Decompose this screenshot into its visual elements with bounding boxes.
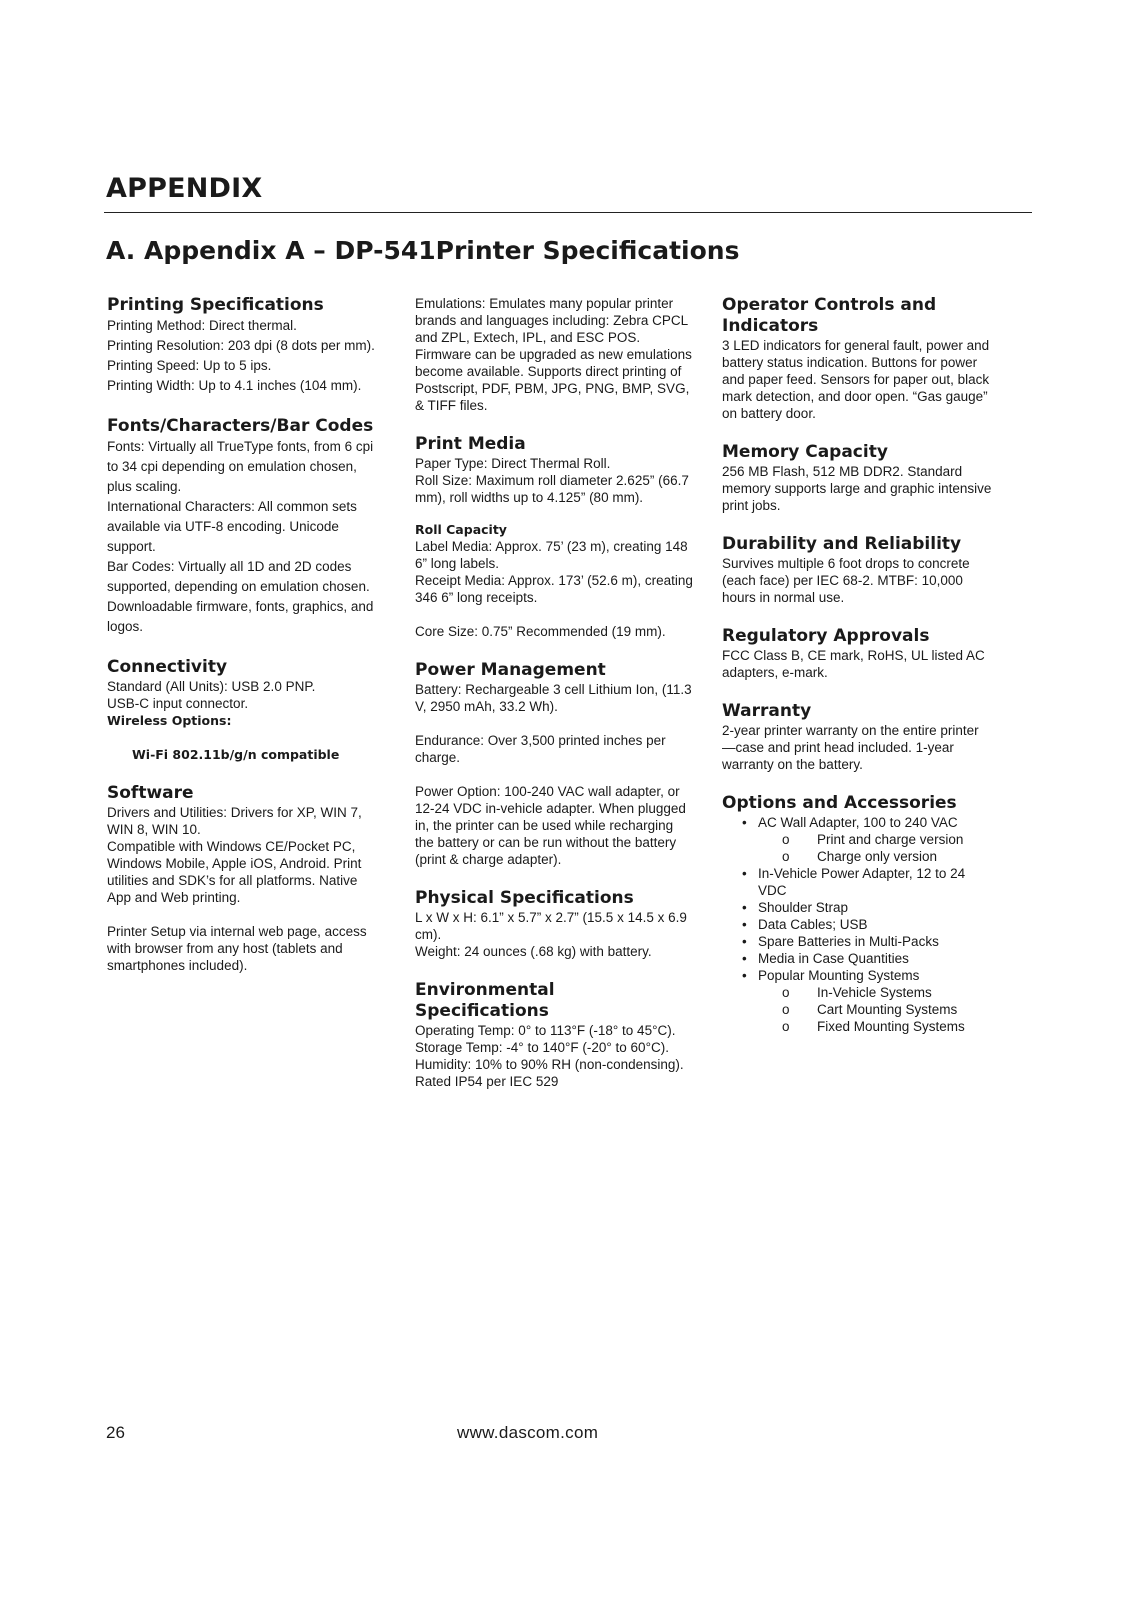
spec-paragraph: 2-year printer warranty on the entire printer—case and print head included. 1-year warranty on the battery. bbox=[722, 723, 979, 772]
spec-paragraph: Compatible with Windows CE/Pocket PC, Windows Mobile, Apple iOS, Android. Print utilities and SDK’s for all platforms. Native App and Web printing. bbox=[107, 839, 362, 905]
environmental-specifications-section bbox=[415, 980, 693, 1090]
section-heading: Software bbox=[107, 783, 194, 803]
spec-line: Fonts: Virtually all TrueType fonts, from 6 cpi to 34 cpi depending on emulation chosen, plus scaling. bbox=[107, 439, 374, 494]
spec-line: USB-C input connector. bbox=[107, 696, 249, 711]
spec-paragraph: L x W x H: 6.1” x 5.7” x 2.7” (15.5 x 14.5 x 6.9 cm). bbox=[415, 910, 687, 942]
spec-paragraph: Power Option: 100-240 VAC wall adapter, or 12-24 VDC in-vehicle adapter. When plugged in, the printer can be used while recharging the battery or can be run without the battery (print & charge adapter). bbox=[415, 784, 686, 867]
sub-list-item: o In-Vehicle Systems bbox=[758, 984, 992, 1001]
roll-capacity-heading: Roll Capacity bbox=[415, 522, 507, 537]
sub-list-item: o Fixed Mounting Systems bbox=[758, 1018, 992, 1035]
warranty-section bbox=[722, 701, 992, 773]
spec-line: Printing Resolution: 203 dpi (8 dots per mm). bbox=[107, 338, 375, 353]
list-item bbox=[722, 967, 992, 1035]
spec-line: Printing Speed: Up to 5 ips. bbox=[107, 358, 272, 373]
spec-line: Standard (All Units): USB 2.0 PNP. bbox=[107, 679, 316, 694]
list-item bbox=[722, 916, 992, 933]
section-heading: Power Management bbox=[415, 660, 606, 680]
section-heading: Regulatory Approvals bbox=[722, 626, 930, 646]
section-heading: Durability and Reliability bbox=[722, 534, 962, 554]
memory-capacity-section bbox=[722, 442, 992, 514]
printing-specifications-section bbox=[107, 295, 377, 396]
operator-controls-section bbox=[722, 295, 992, 422]
list-item bbox=[722, 950, 992, 967]
list-item-label: Shoulder Strap bbox=[758, 900, 849, 915]
section-heading: Warranty bbox=[722, 701, 812, 721]
options-accessories-section bbox=[722, 793, 992, 1035]
options-list bbox=[722, 814, 992, 1035]
list-item bbox=[722, 865, 992, 899]
section-heading: Operator Controls and Indicators bbox=[722, 295, 937, 336]
connectivity-section bbox=[107, 657, 377, 763]
section-heading: Options and Accessories bbox=[722, 793, 957, 813]
list-item-label: Spare Batteries in Multi-Packs bbox=[758, 934, 939, 949]
spec-paragraph: Label Media: Approx. 75’ (23 m), creating 148 6” long labels. bbox=[415, 539, 688, 571]
spec-line: Downloadable firmware, fonts, graphics, and logos. bbox=[107, 599, 374, 634]
spec-line: Printing Width: Up to 4.1 inches (104 mm). bbox=[107, 378, 362, 393]
list-item bbox=[722, 933, 992, 950]
sub-list-item: o Charge only version bbox=[758, 848, 992, 865]
spec-paragraph: Weight: 24 ounces (.68 kg) with battery. bbox=[415, 944, 652, 959]
sub-list bbox=[758, 831, 992, 865]
header-divider bbox=[104, 212, 1032, 213]
power-management-section bbox=[415, 660, 693, 868]
wifi-spec: Wi-Fi 802.11b/g/n compatible bbox=[132, 747, 340, 762]
spec-paragraph: Roll Size: Maximum roll diameter 2.625” (66.7 mm), roll widths up to 4.125” (80 mm). bbox=[415, 473, 689, 505]
list-item bbox=[722, 814, 992, 865]
list-item bbox=[722, 899, 992, 916]
appendix-title: A. Appendix A – DP-541Printer Specifications bbox=[106, 236, 740, 265]
list-item-label: AC Wall Adapter, 100 to 240 VAC bbox=[758, 815, 958, 830]
regulatory-approvals-section bbox=[722, 626, 992, 681]
list-item-label: Popular Mounting Systems bbox=[758, 968, 920, 983]
sub-list-item: o Cart Mounting Systems bbox=[758, 1001, 992, 1018]
column-middle bbox=[415, 295, 693, 1090]
spec-line: Bar Codes: Virtually all 1D and 2D codes supported, depending on emulation chosen. bbox=[107, 559, 370, 594]
fonts-section bbox=[107, 416, 377, 637]
spec-paragraph: Survives multiple 6 foot drops to concrete (each face) per IEC 68-2. MTBF: 10,000 hours in normal use. bbox=[722, 556, 970, 605]
section-heading: Physical Specifications bbox=[415, 888, 634, 908]
spec-paragraph: Drivers and Utilities: Drivers for XP, WIN 7, WIN 8, WIN 10. bbox=[107, 805, 362, 837]
spec-paragraph: Receipt Media: Approx. 173’ (52.6 m), creating 346 6” long receipts. bbox=[415, 573, 693, 605]
spec-line: Printing Method: Direct thermal. bbox=[107, 318, 297, 333]
page-header: APPENDIX bbox=[106, 173, 263, 204]
spec-paragraph: Operating Temp: 0° to 113°F (-18° to 45°C). bbox=[415, 1023, 676, 1038]
section-heading: Connectivity bbox=[107, 657, 228, 677]
spec-paragraph: 256 MB Flash, 512 MB DDR2. Standard memory supports large and graphic intensive print jobs. bbox=[722, 464, 992, 513]
spec-paragraph: 3 LED indicators for general fault, power and battery status indication. Buttons for power and paper feed. Sensors for paper out, black mark detection, and door open. “Gas gauge” on battery door. bbox=[722, 338, 990, 421]
section-heading: Fonts/Characters/Bar Codes bbox=[107, 416, 374, 436]
section-heading: Printing Specifications bbox=[107, 295, 324, 315]
section-heading: Print Media bbox=[415, 434, 526, 454]
spec-line: International Characters: All common sets available via UTF-8 encoding. Unicode support. bbox=[107, 499, 357, 554]
footer-url: www.dascom.com bbox=[457, 1423, 599, 1442]
list-item-label: Data Cables; USB bbox=[758, 917, 868, 932]
print-media-section bbox=[415, 434, 693, 640]
list-item-label: Media in Case Quantities bbox=[758, 951, 909, 966]
column-left bbox=[107, 295, 377, 974]
spec-paragraph: Core Size: 0.75” Recommended (19 mm). bbox=[415, 624, 666, 639]
list-item-label: In-Vehicle Power Adapter, 12 to 24 VDC bbox=[758, 866, 966, 898]
spec-paragraph: Storage Temp: -4° to 140°F (-20° to 60°C). bbox=[415, 1040, 669, 1055]
emulations-paragraph: Emulations: Emulates many popular printer brands and languages including: Zebra CPCL and ZPL, Extech, IPL, and ESC POS. Firmware can be upgraded as new emulations become available. Supports direct printing of Postscript, PDF, PBM, JPG, PNG, BMP, SVG, & TIFF files. bbox=[415, 296, 692, 413]
spec-paragraph: Rated IP54 per IEC 529 bbox=[415, 1074, 559, 1089]
spec-paragraph: Battery: Rechargeable 3 cell Lithium Ion, (11.3 V, 2950 mAh, 33.2 Wh). bbox=[415, 682, 692, 714]
spec-paragraph: Printer Setup via internal web page, access with browser from any host (tablets and smartphones included). bbox=[107, 924, 367, 973]
section-heading: Memory Capacity bbox=[722, 442, 888, 462]
software-section bbox=[107, 783, 377, 974]
durability-section bbox=[722, 534, 992, 606]
spec-paragraph: FCC Class B, CE mark, RoHS, UL listed AC adapters, e-mark. bbox=[722, 648, 985, 680]
section-heading: Environmental Specifications bbox=[415, 980, 555, 1021]
page-number: 26 bbox=[106, 1423, 125, 1442]
wireless-options-label: Wireless Options: bbox=[107, 713, 232, 728]
spec-paragraph: Paper Type: Direct Thermal Roll. bbox=[415, 456, 611, 471]
sub-list-item: o Print and charge version bbox=[758, 831, 992, 848]
sub-list bbox=[758, 984, 992, 1035]
spec-paragraph: Humidity: 10% to 90% RH (non-condensing). bbox=[415, 1057, 684, 1072]
column-right bbox=[722, 295, 992, 1035]
spec-paragraph: Endurance: Over 3,500 printed inches per charge. bbox=[415, 733, 666, 765]
physical-specifications-section bbox=[415, 888, 693, 960]
